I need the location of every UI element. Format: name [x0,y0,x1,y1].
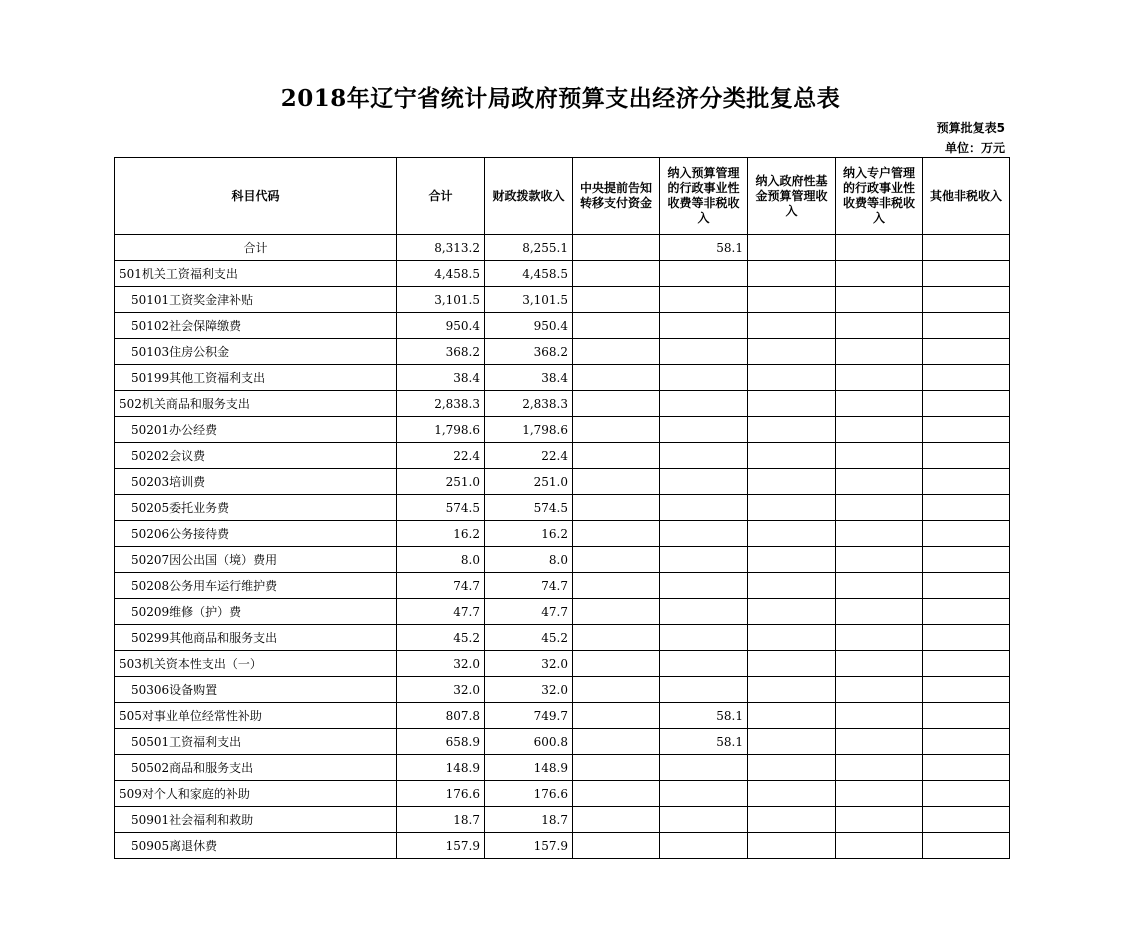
cell-other [923,313,1010,339]
header-row [115,158,1010,235]
cell-fund [748,365,836,391]
cell-fund [748,443,836,469]
cell-central [573,547,660,573]
cell-central [573,703,660,729]
cell-central [573,755,660,781]
header-special: 纳入专户管理的行政事业性收费等非税收入 [836,158,923,235]
unit-label: 单位：万元 [944,141,1005,155]
cell-central [573,443,660,469]
cell-nontax-budget [660,365,748,391]
table-row [115,547,1010,573]
cell-other [923,573,1010,599]
table-row [115,625,1010,651]
cell-fund [748,469,836,495]
cell-other [923,339,1010,365]
cell-name: 50205委托业务费 [115,495,397,521]
cell-fund [748,833,836,859]
cell-fiscal: 4,458.5 [485,261,573,287]
cell-other [923,235,1010,261]
cell-central [573,495,660,521]
cell-name: 50101工资奖金津补贴 [115,287,397,313]
cell-fund [748,287,836,313]
cell-special [836,521,923,547]
cell-special [836,443,923,469]
cell-other [923,417,1010,443]
cell-fund [748,599,836,625]
table-row [115,443,1010,469]
cell-total: 38.4 [397,365,485,391]
cell-other [923,287,1010,313]
cell-fiscal: 74.7 [485,573,573,599]
cell-nontax-budget [660,547,748,573]
budget-table [114,157,1010,859]
cell-central [573,287,660,313]
cell-fiscal: 47.7 [485,599,573,625]
cell-central [573,677,660,703]
cell-special [836,599,923,625]
table-row [115,391,1010,417]
cell-fund [748,521,836,547]
page-title: 2018年辽宁省统计局政府预算支出经济分类批复总表 [280,85,841,112]
cell-other [923,365,1010,391]
table-row [115,703,1010,729]
table-row [115,469,1010,495]
cell-nontax-budget: 58.1 [660,703,748,729]
cell-other [923,625,1010,651]
cell-fund [748,703,836,729]
table-row [115,781,1010,807]
cell-fund [748,807,836,833]
cell-nontax-budget [660,807,748,833]
header-nontax-budget: 纳入预算管理的行政事业性收费等非税收入 [660,158,748,235]
cell-name: 50306设备购置 [115,677,397,703]
cell-fund [748,651,836,677]
cell-fiscal: 749.7 [485,703,573,729]
cell-nontax-budget [660,261,748,287]
cell-central [573,313,660,339]
cell-fund [748,729,836,755]
cell-fund [748,677,836,703]
cell-total: 2,838.3 [397,391,485,417]
cell-other [923,703,1010,729]
cell-nontax-budget [660,651,748,677]
cell-name: 50208公务用车运行维护费 [115,573,397,599]
cell-other [923,755,1010,781]
cell-special [836,391,923,417]
cell-other [923,833,1010,859]
cell-name: 50103住房公积金 [115,339,397,365]
cell-fund [748,417,836,443]
cell-other [923,781,1010,807]
cell-special [836,495,923,521]
cell-total: 16.2 [397,521,485,547]
cell-total: 8,313.2 [397,235,485,261]
cell-special [836,781,923,807]
table-row [115,287,1010,313]
cell-nontax-budget [660,469,748,495]
cell-central [573,365,660,391]
cell-special [836,703,923,729]
cell-total: 22.4 [397,443,485,469]
cell-other [923,469,1010,495]
header-fund: 纳入政府性基金预算管理收入 [748,158,836,235]
cell-special [836,573,923,599]
cell-nontax-budget [660,339,748,365]
cell-total: 950.4 [397,313,485,339]
cell-fund [748,391,836,417]
cell-other [923,547,1010,573]
cell-fiscal: 251.0 [485,469,573,495]
table-row [115,495,1010,521]
cell-total: 8.0 [397,547,485,573]
cell-nontax-budget [660,573,748,599]
table-row [115,573,1010,599]
cell-nontax-budget [660,287,748,313]
cell-special [836,469,923,495]
cell-fiscal: 2,838.3 [485,391,573,417]
cell-central [573,833,660,859]
cell-total: 574.5 [397,495,485,521]
cell-nontax-budget [660,495,748,521]
cell-special [836,287,923,313]
table-row [115,677,1010,703]
cell-name: 50207因公出国（境）费用 [115,547,397,573]
table-row [115,833,1010,859]
cell-central [573,599,660,625]
cell-special [836,339,923,365]
cell-total: 658.9 [397,729,485,755]
cell-other [923,521,1010,547]
table-row [115,807,1010,833]
cell-name: 50901社会福利和救助 [115,807,397,833]
cell-name: 50201办公经费 [115,417,397,443]
cell-special [836,729,923,755]
cell-name: 50905离退休费 [115,833,397,859]
table-body [115,235,1010,859]
table-row [115,755,1010,781]
table-row [115,651,1010,677]
cell-total: 176.6 [397,781,485,807]
cell-central [573,781,660,807]
cell-name: 50206公务接待费 [115,521,397,547]
cell-central [573,651,660,677]
cell-name: 50202会议费 [115,443,397,469]
cell-fiscal: 18.7 [485,807,573,833]
table-row [115,521,1010,547]
cell-name: 50102社会保障缴费 [115,313,397,339]
cell-special [836,807,923,833]
cell-name: 合计 [115,235,397,261]
cell-fiscal: 8,255.1 [485,235,573,261]
cell-fiscal: 950.4 [485,313,573,339]
cell-nontax-budget [660,313,748,339]
cell-name: 50299其他商品和服务支出 [115,625,397,651]
cell-fiscal: 176.6 [485,781,573,807]
cell-nontax-budget [660,833,748,859]
header-total: 合计 [397,158,485,235]
cell-central [573,573,660,599]
cell-central [573,391,660,417]
cell-name: 503机关资本性支出（一） [115,651,397,677]
table-row [115,313,1010,339]
cell-fiscal: 32.0 [485,651,573,677]
cell-total: 18.7 [397,807,485,833]
table-header [115,158,1010,235]
cell-other [923,391,1010,417]
table-row [115,235,1010,261]
cell-special [836,677,923,703]
table-row [115,365,1010,391]
cell-fiscal: 1,798.6 [485,417,573,443]
cell-nontax-budget [660,391,748,417]
cell-fund [748,235,836,261]
header-fiscal: 财政拨款收入 [485,158,573,235]
cell-special [836,625,923,651]
form-number: 预算批复表5 [936,121,1005,135]
cell-fiscal: 600.8 [485,729,573,755]
cell-central [573,729,660,755]
cell-fund [748,261,836,287]
cell-other [923,261,1010,287]
cell-total: 47.7 [397,599,485,625]
cell-name: 502机关商品和服务支出 [115,391,397,417]
cell-fund [748,339,836,365]
cell-central [573,469,660,495]
cell-nontax-budget: 58.1 [660,235,748,261]
cell-fund [748,495,836,521]
cell-total: 1,798.6 [397,417,485,443]
cell-total: 32.0 [397,677,485,703]
cell-central [573,261,660,287]
cell-nontax-budget [660,599,748,625]
cell-fund [748,547,836,573]
header-central: 中央提前告知转移支付资金 [573,158,660,235]
cell-total: 251.0 [397,469,485,495]
header-other: 其他非税收入 [923,158,1010,235]
cell-other [923,443,1010,469]
cell-central [573,339,660,365]
cell-total: 368.2 [397,339,485,365]
cell-special [836,417,923,443]
cell-other [923,807,1010,833]
cell-other [923,729,1010,755]
cell-total: 32.0 [397,651,485,677]
table-row [115,599,1010,625]
cell-special [836,651,923,677]
cell-special [836,755,923,781]
cell-central [573,235,660,261]
cell-nontax-budget [660,521,748,547]
cell-nontax-budget [660,417,748,443]
cell-special [836,235,923,261]
cell-fund [748,755,836,781]
cell-fund [748,625,836,651]
table-row [115,729,1010,755]
cell-fiscal: 148.9 [485,755,573,781]
cell-fund [748,313,836,339]
cell-special [836,261,923,287]
cell-fiscal: 157.9 [485,833,573,859]
cell-nontax-budget [660,625,748,651]
cell-total: 3,101.5 [397,287,485,313]
cell-central [573,417,660,443]
cell-special [836,365,923,391]
cell-other [923,599,1010,625]
cell-fiscal: 8.0 [485,547,573,573]
cell-total: 157.9 [397,833,485,859]
cell-central [573,807,660,833]
cell-fiscal: 38.4 [485,365,573,391]
cell-fiscal: 574.5 [485,495,573,521]
cell-fiscal: 368.2 [485,339,573,365]
cell-fund [748,781,836,807]
cell-name: 505对事业单位经常性补助 [115,703,397,729]
table-row [115,339,1010,365]
cell-nontax-budget [660,443,748,469]
cell-nontax-budget [660,781,748,807]
cell-special [836,833,923,859]
cell-central [573,625,660,651]
cell-total: 45.2 [397,625,485,651]
cell-special [836,547,923,573]
cell-total: 4,458.5 [397,261,485,287]
cell-fiscal: 22.4 [485,443,573,469]
cell-central [573,521,660,547]
cell-total: 74.7 [397,573,485,599]
cell-name: 50501工资福利支出 [115,729,397,755]
cell-nontax-budget: 58.1 [660,729,748,755]
header-code: 科目代码 [115,158,397,235]
cell-name: 501机关工资福利支出 [115,261,397,287]
cell-fiscal: 16.2 [485,521,573,547]
cell-nontax-budget [660,677,748,703]
cell-name: 50502商品和服务支出 [115,755,397,781]
cell-name: 50199其他工资福利支出 [115,365,397,391]
cell-fund [748,573,836,599]
cell-total: 148.9 [397,755,485,781]
cell-special [836,313,923,339]
cell-fiscal: 3,101.5 [485,287,573,313]
cell-total: 807.8 [397,703,485,729]
cell-name: 50203培训费 [115,469,397,495]
table-row [115,261,1010,287]
cell-nontax-budget [660,755,748,781]
cell-fiscal: 32.0 [485,677,573,703]
cell-other [923,651,1010,677]
cell-other [923,495,1010,521]
cell-name: 50209维修（护）费 [115,599,397,625]
cell-name: 509对个人和家庭的补助 [115,781,397,807]
cell-fiscal: 45.2 [485,625,573,651]
table-row [115,417,1010,443]
cell-other [923,677,1010,703]
